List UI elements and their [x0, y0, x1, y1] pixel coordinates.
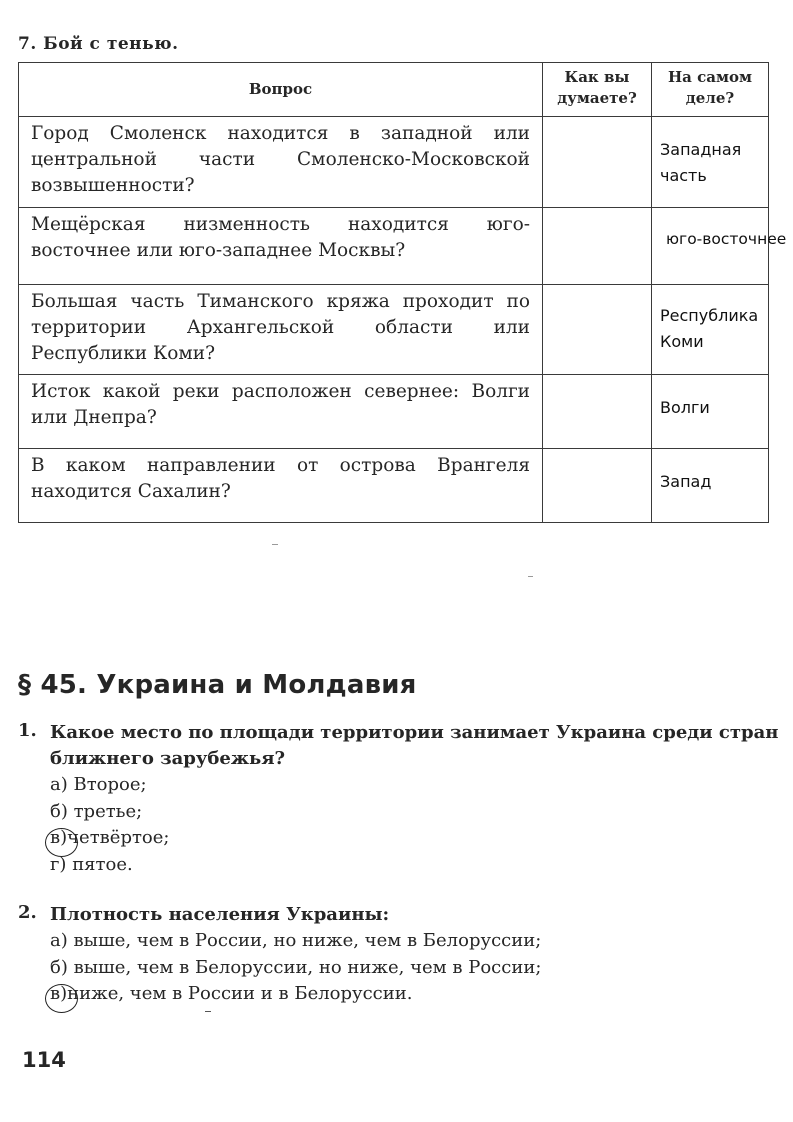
header-actual	[652, 63, 769, 117]
answer-cell[interactable]	[652, 449, 769, 523]
table-row	[19, 208, 769, 285]
question-cell: Город Смоленск находится в западной или центральной части Смоленско-Московской возвышенности?	[19, 117, 543, 208]
task-title: 7. Бой с тенью.	[18, 34, 179, 54]
option-item[interactable]	[50, 799, 780, 826]
answer-cell[interactable]	[652, 117, 769, 208]
table-row	[19, 375, 769, 449]
table-row	[19, 285, 769, 375]
question-text: Какое место по площади территории занимает Украина среди стран ближнего зарубежья?	[50, 722, 779, 769]
option-text: пятое.	[72, 853, 133, 875]
answer-line: Западная	[660, 140, 742, 159]
answer-line: часть	[660, 166, 707, 185]
option-letter: б)	[50, 800, 68, 822]
option-item[interactable]	[50, 772, 780, 799]
option-text: третье;	[73, 800, 143, 822]
question-text: Плотность населения Украины:	[50, 904, 390, 925]
option-item[interactable]	[50, 955, 780, 982]
guess-cell[interactable]	[543, 285, 652, 375]
scan-speck	[205, 1011, 211, 1012]
option-text: выше, чем в Белоруссии, но ниже, чем в России;	[73, 956, 542, 978]
question-number: 1.	[18, 720, 37, 741]
header-question	[19, 63, 543, 117]
guess-cell[interactable]	[543, 375, 652, 449]
table-row	[19, 449, 769, 523]
scan-speck	[528, 576, 533, 577]
option-text: Второе;	[73, 774, 147, 795]
header-guess	[543, 63, 652, 117]
options-list	[50, 772, 780, 878]
option-letter: б)	[50, 956, 68, 978]
answer-cell[interactable]	[652, 285, 769, 375]
question-number: 2.	[18, 902, 37, 923]
header-question-label: Вопрос	[248, 80, 313, 98]
answer-line: юго-восточнее	[666, 230, 787, 248]
page-number: 114	[22, 1048, 66, 1072]
header-guess-label: Как вы думаете?	[557, 68, 637, 107]
option-text: выше, чем в России, но ниже, чем в Белоруссии;	[73, 930, 542, 951]
answer-cell[interactable]	[652, 208, 787, 285]
answer-line: Коми	[660, 332, 704, 351]
selected-option-circle: в)	[50, 983, 68, 1004]
answer-cell[interactable]	[652, 375, 769, 449]
questions-table	[18, 62, 787, 523]
question-cell: Мещёрская низменность находится юго-восточнее или юго-западнее Москвы?	[19, 208, 543, 285]
option-letter: г)	[50, 853, 67, 875]
option-text: четвёртое;	[67, 827, 170, 848]
options-list	[50, 928, 780, 1008]
question-1	[18, 720, 780, 878]
answer-line: Волги	[660, 398, 710, 417]
answer-line: Республика	[660, 306, 759, 325]
table-row	[19, 117, 769, 208]
selected-option-circle: в)	[50, 827, 68, 848]
guess-cell[interactable]	[543, 117, 652, 208]
header-actual-label: На самом деле?	[667, 68, 753, 107]
guess-cell[interactable]	[543, 449, 652, 523]
option-item[interactable]	[50, 928, 780, 955]
question-2	[18, 902, 780, 1008]
section-title: § 45. Украина и Молдавия	[18, 670, 417, 700]
option-item-selected[interactable]	[50, 825, 780, 852]
option-item-selected[interactable]	[50, 981, 780, 1008]
option-letter: а)	[50, 930, 68, 951]
option-text: ниже, чем в России и в Белоруссии.	[67, 983, 413, 1004]
answer-line: Запад	[660, 472, 712, 491]
question-cell: Исток какой реки расположен севернее: Волги или Днепра?	[19, 375, 543, 449]
scan-speck	[272, 544, 278, 545]
option-item[interactable]	[50, 852, 780, 879]
question-cell: В каком направлении от острова Врангеля находится Сахалин?	[19, 449, 543, 523]
question-cell: Большая часть Тиманского кряжа проходит по территории Архангельской области или Республики Коми?	[19, 285, 543, 375]
option-letter: а)	[50, 774, 68, 795]
guess-cell[interactable]	[543, 208, 652, 285]
